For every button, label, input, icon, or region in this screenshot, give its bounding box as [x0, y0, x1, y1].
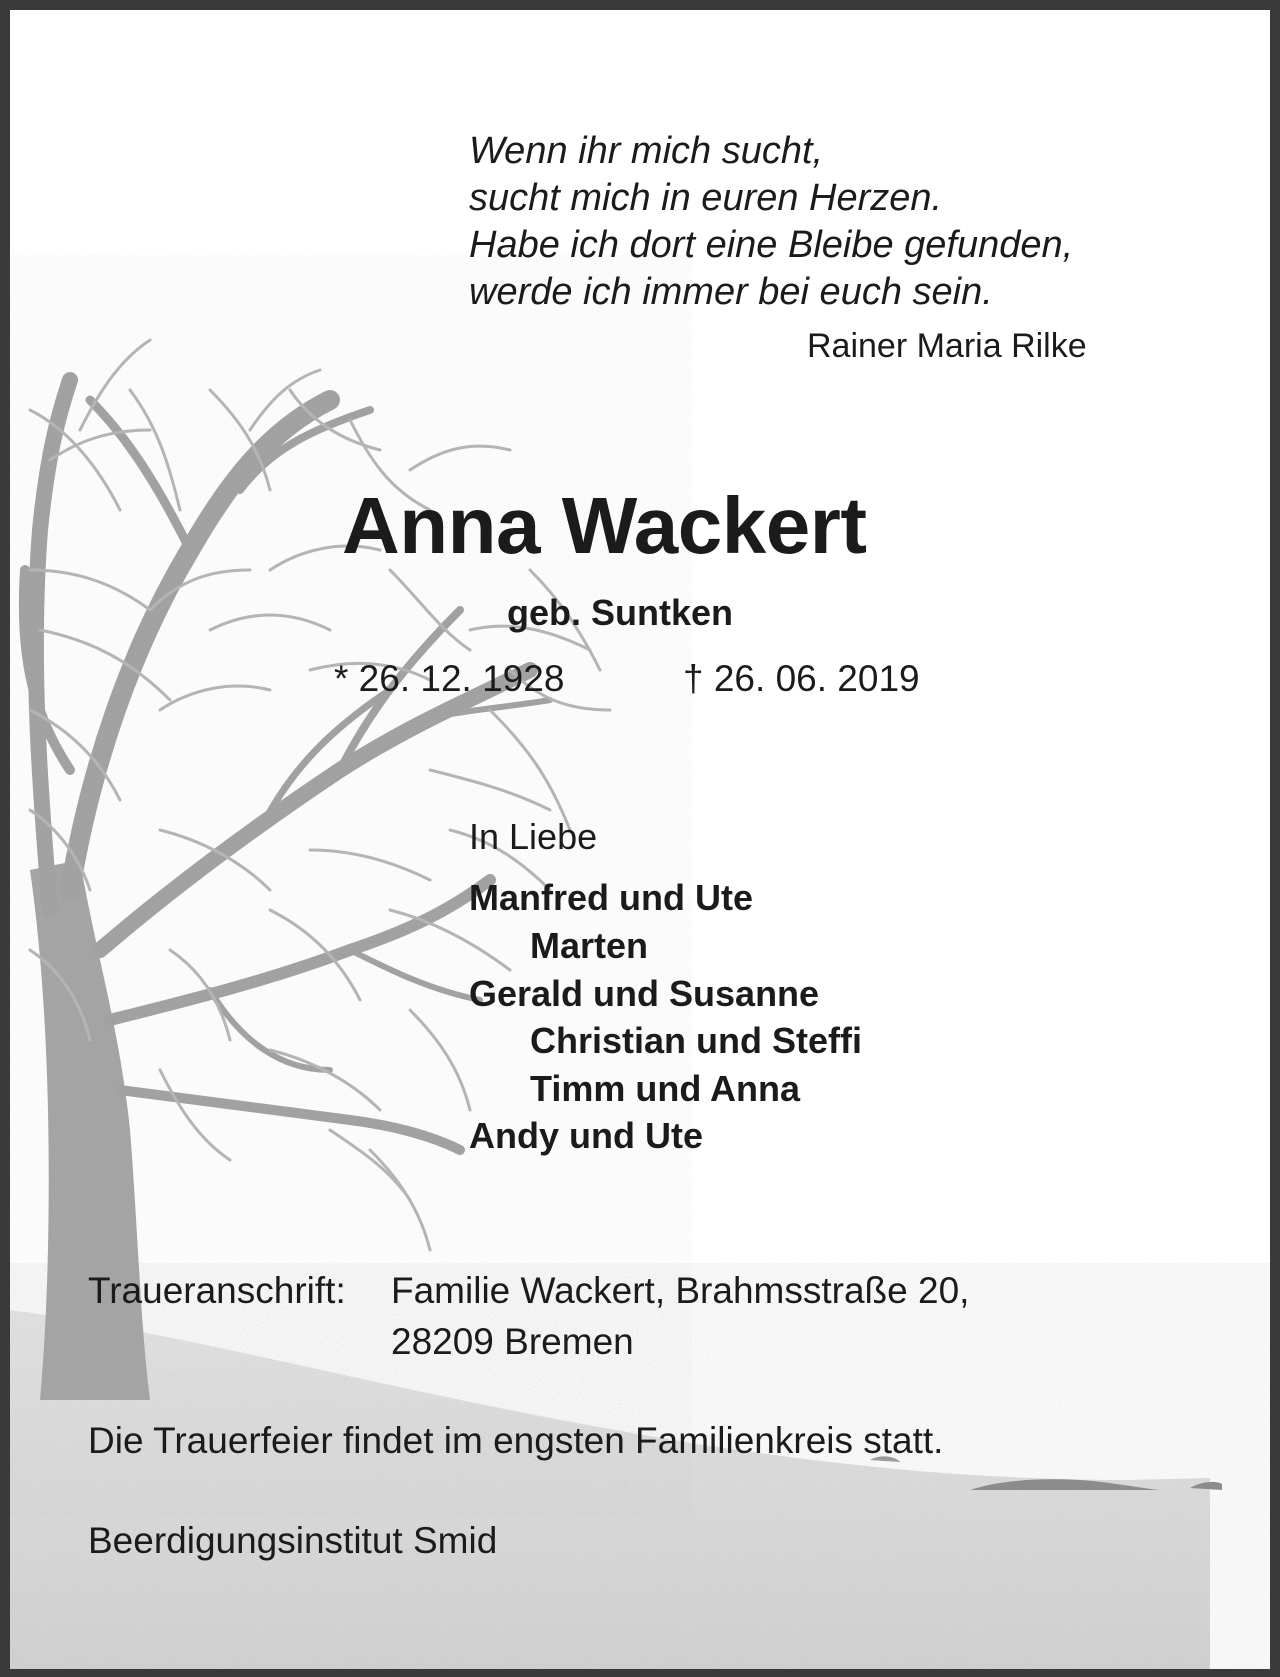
mourner-name: Christian und Steffi — [530, 1020, 862, 1061]
mourner-name: Gerald und Susanne — [469, 973, 820, 1014]
mourner-name: Marten — [530, 925, 649, 966]
mourner-name: Andy und Ute — [469, 1115, 703, 1156]
deceased-name: Anna Wackert — [342, 481, 867, 570]
address-label: Traueranschrift: — [88, 1270, 346, 1311]
address-line: Familie Wackert, Brahmsstraße 20, — [391, 1270, 970, 1311]
ceremony-note: Die Trauerfeier findet im engsten Familienkreis statt. — [88, 1420, 944, 1461]
poem-author: Rainer Maria Rilke — [807, 327, 1087, 365]
death-date: † 26. 06. 2019 — [683, 658, 920, 699]
mourners-intro: In Liebe — [469, 816, 598, 857]
undertaker: Beerdigungsinstitut Smid — [88, 1520, 498, 1561]
poem-line: werde ich immer bei euch sein. — [469, 271, 993, 313]
mourner-name: Manfred und Ute — [469, 877, 753, 918]
birth-date: * 26. 12. 1928 — [334, 658, 565, 699]
poem-line: Habe ich dort eine Bleibe gefunden, — [469, 224, 1074, 266]
poem — [469, 128, 1073, 316]
poem-line: Wenn ihr mich sucht, — [469, 130, 824, 172]
birth-name: geb. Suntken — [507, 592, 734, 633]
mourner-name: Timm und Anna — [530, 1068, 800, 1109]
poem-line: sucht mich in euren Herzen. — [469, 177, 943, 219]
address-line: 28209 Bremen — [391, 1321, 634, 1362]
